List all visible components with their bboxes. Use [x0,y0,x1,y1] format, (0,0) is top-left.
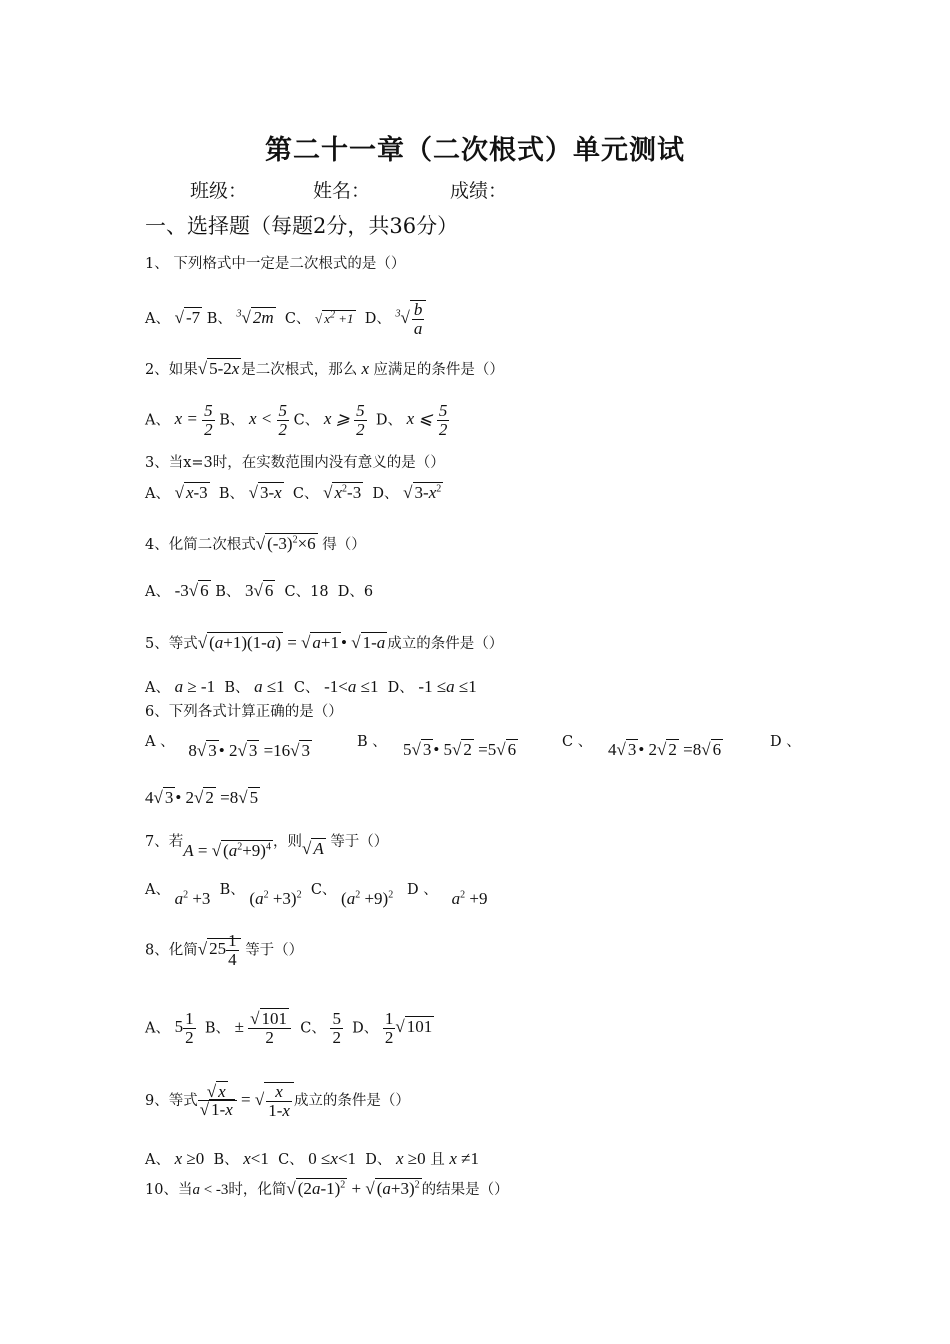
math-expression: √ x-3 [174,483,208,502]
question-1-options [145,300,426,338]
page-title: 第二十一章（二次根式）单元测试 [265,135,685,166]
option-label: A、 [145,310,170,327]
class-label: 班级： [190,180,248,202]
option-label: C、 [310,882,337,898]
math-expression: x < $\frac{5}{2}$ [249,401,288,439]
option-label: B、 [218,486,245,502]
math-expression: -1<a ≤1 [324,677,379,696]
math-expression: √ 3-x [248,483,282,502]
question-7 [145,830,389,860]
math-expression: 5√ 3 • 5√ 2 =5√ 6 [403,740,517,759]
option-label: D、 [372,486,399,502]
math-expression: $^3$√ 2m [236,307,274,327]
option-label: D、 [387,680,414,696]
question-text: 应满足的条件是（） [373,362,504,378]
math-expression: √ (a+1)(1-a) = √ a+1 • √ 1-a [197,633,386,652]
question-6-options [145,730,805,760]
option-label: D 、 [770,734,801,750]
math-expression: $^3$√ $\frac{b}{a}$ [395,308,426,327]
question-8 [145,932,303,969]
math-expression: 8√ 3 • 2√ 3 =16√ 3 [188,741,310,760]
math-expression: √ $(-3)^2\times 6$ [255,534,316,553]
question-4-options [145,580,373,601]
option-label: B、 [219,882,245,898]
question-text: 9、等式 [145,1092,198,1109]
option-label: C、 [293,412,320,429]
option-label: D、 [365,1152,392,1168]
option-label: B 、 [357,734,387,750]
question-text: 2、如果 [145,362,198,378]
question-9 [145,1082,410,1120]
question-text: 且 [430,1152,445,1168]
option-label: A、 [145,680,170,696]
question-text: 是二次根式，那么 [241,362,358,378]
math-expression: $\frac{√ x}{√ 1-x}$ = √ $\frac{x}{1-x}$ [198,1090,294,1109]
math-expression: 0 ≤x<1 [308,1149,357,1168]
option-label: C、 [293,680,320,696]
option-label: B、 [213,1152,239,1168]
math-expression: 4√ 3 • 2√ 2 =8√ 6 [608,740,722,759]
question-9-options [145,1148,479,1169]
math-expression: x ≥0 [174,1149,205,1168]
math-expression: x ≠1 [449,1149,479,1168]
option-label: C、 [292,486,319,502]
option-label: B、 [224,680,250,696]
question-text: 8、化简 [145,942,198,959]
name-label: 姓名： [313,180,371,202]
math-expression: -1 ≤a ≤1 [418,677,477,696]
math-expression: a ≤1 [254,677,285,696]
option-label: C、18 [284,584,329,600]
question-2 [145,358,504,379]
math-expression: 5 $\frac{1}{2}$ [174,1009,194,1047]
option-label: A、 [145,584,170,600]
math-expression: √ $(2a-1)^2$ + √ $(a+3)^2$ [286,1179,420,1198]
option-label: D、6 [337,584,374,600]
option-label: D、 [375,412,403,429]
math-expression: $(a^2 +9)^2$ [341,889,394,908]
question-text: 等于（） [330,834,389,850]
math-expression: √ A [301,839,324,858]
option-label: A、 [145,1020,170,1037]
question-text: 7、若 [145,834,184,850]
math-expression: ± $\frac{√ 101}{2}$ [235,1017,291,1036]
math-expression: √ 5-2x [197,359,240,378]
question-text: ，则 [272,834,302,850]
option-label: B、 [204,1020,230,1037]
question-10 [145,1178,509,1199]
question-text: 5、等式 [145,636,198,652]
question-text: 成立的条件是（） [293,1092,410,1109]
option-label: A、 [145,882,170,898]
math-variable: x [357,359,374,378]
option-label: C 、 [562,734,593,750]
math-expression: $\frac{5}{2}$ [332,1009,341,1047]
math-expression: x ≥0 [396,1149,426,1168]
math-expression: $\frac{1}{2}$ √ 101 [384,1009,433,1047]
math-expression: $(a^2 +3)^2$ [249,889,302,908]
option-label: B、 [206,310,232,327]
question-text: 时，化简 [228,1182,287,1198]
option-label: D 、 [407,882,438,898]
option-label: C、 [278,1152,304,1168]
math-expression: $a^2 +9$ [451,889,488,908]
question-text: 等于（） [245,942,304,959]
math-expression: x<1 [243,1149,269,1168]
question-3-options [145,482,443,503]
question-text: 10、当 [145,1182,193,1198]
math-expression: a < -3 [192,1182,229,1198]
math-expression: A = √ $(a^2+9)^4$ [183,841,271,860]
question-5 [145,632,503,653]
question-5-options [145,676,477,697]
math-expression: √ $3-x^2$ [403,483,442,502]
option-label: D、 [364,310,391,327]
question-6: 6、下列各式计算正确的是（） [145,704,343,720]
question-text: 4、化简二次根式 [145,537,256,553]
math-expression: √ $x^2 +1$ [315,309,354,326]
math-expression: x ⩽ $\frac{5}{2}$ [406,401,448,439]
option-label: B、 [215,584,241,600]
math-expression: x ⩾ $\frac{5}{2}$ [323,401,365,439]
question-1: 1、 下列格式中一定是二次根式的是（） [145,256,406,272]
math-expression: a ≥ -1 [174,677,216,696]
score-label: 成绩： [450,180,508,202]
option-label: B、 [219,412,245,429]
question-3: 3、当x=3时，在实数范围内没有意义的是（） [145,455,445,471]
question-text: 成立的条件是（） [387,636,504,652]
option-label: C、 [284,310,311,327]
option-label: A、 [145,1152,170,1168]
math-expression: √ 25 $\frac{1}{4}$ [198,938,241,958]
question-text: 的结果是（） [421,1182,509,1198]
math-expression: 3√ 6 [244,581,274,600]
math-expression: √ $x^2-3$ [323,483,362,502]
question-8-options [145,1010,434,1047]
option-label: A、 [145,486,170,502]
question-text: 得（） [322,537,366,553]
math-expression: -3√ 6 [174,581,209,600]
question-6-option-d [145,788,260,808]
question-2-options [145,402,449,439]
math-expression: $a^2 +3$ [174,889,211,908]
math-expression: √ -7 [174,307,201,327]
option-label: C、 [300,1020,326,1037]
option-label: A、 [145,412,170,429]
question-4 [145,533,366,554]
question-7-options [145,878,488,908]
section-heading: 一、选择题（每题2分，共36分） [145,214,459,238]
option-label: A 、 [145,734,175,750]
math-expression: 4√ 3 • 2√ 2 =8√ 5 [145,788,259,807]
math-expression: x = $\frac{5}{2}$ [174,401,213,439]
option-label: D、 [352,1020,379,1037]
